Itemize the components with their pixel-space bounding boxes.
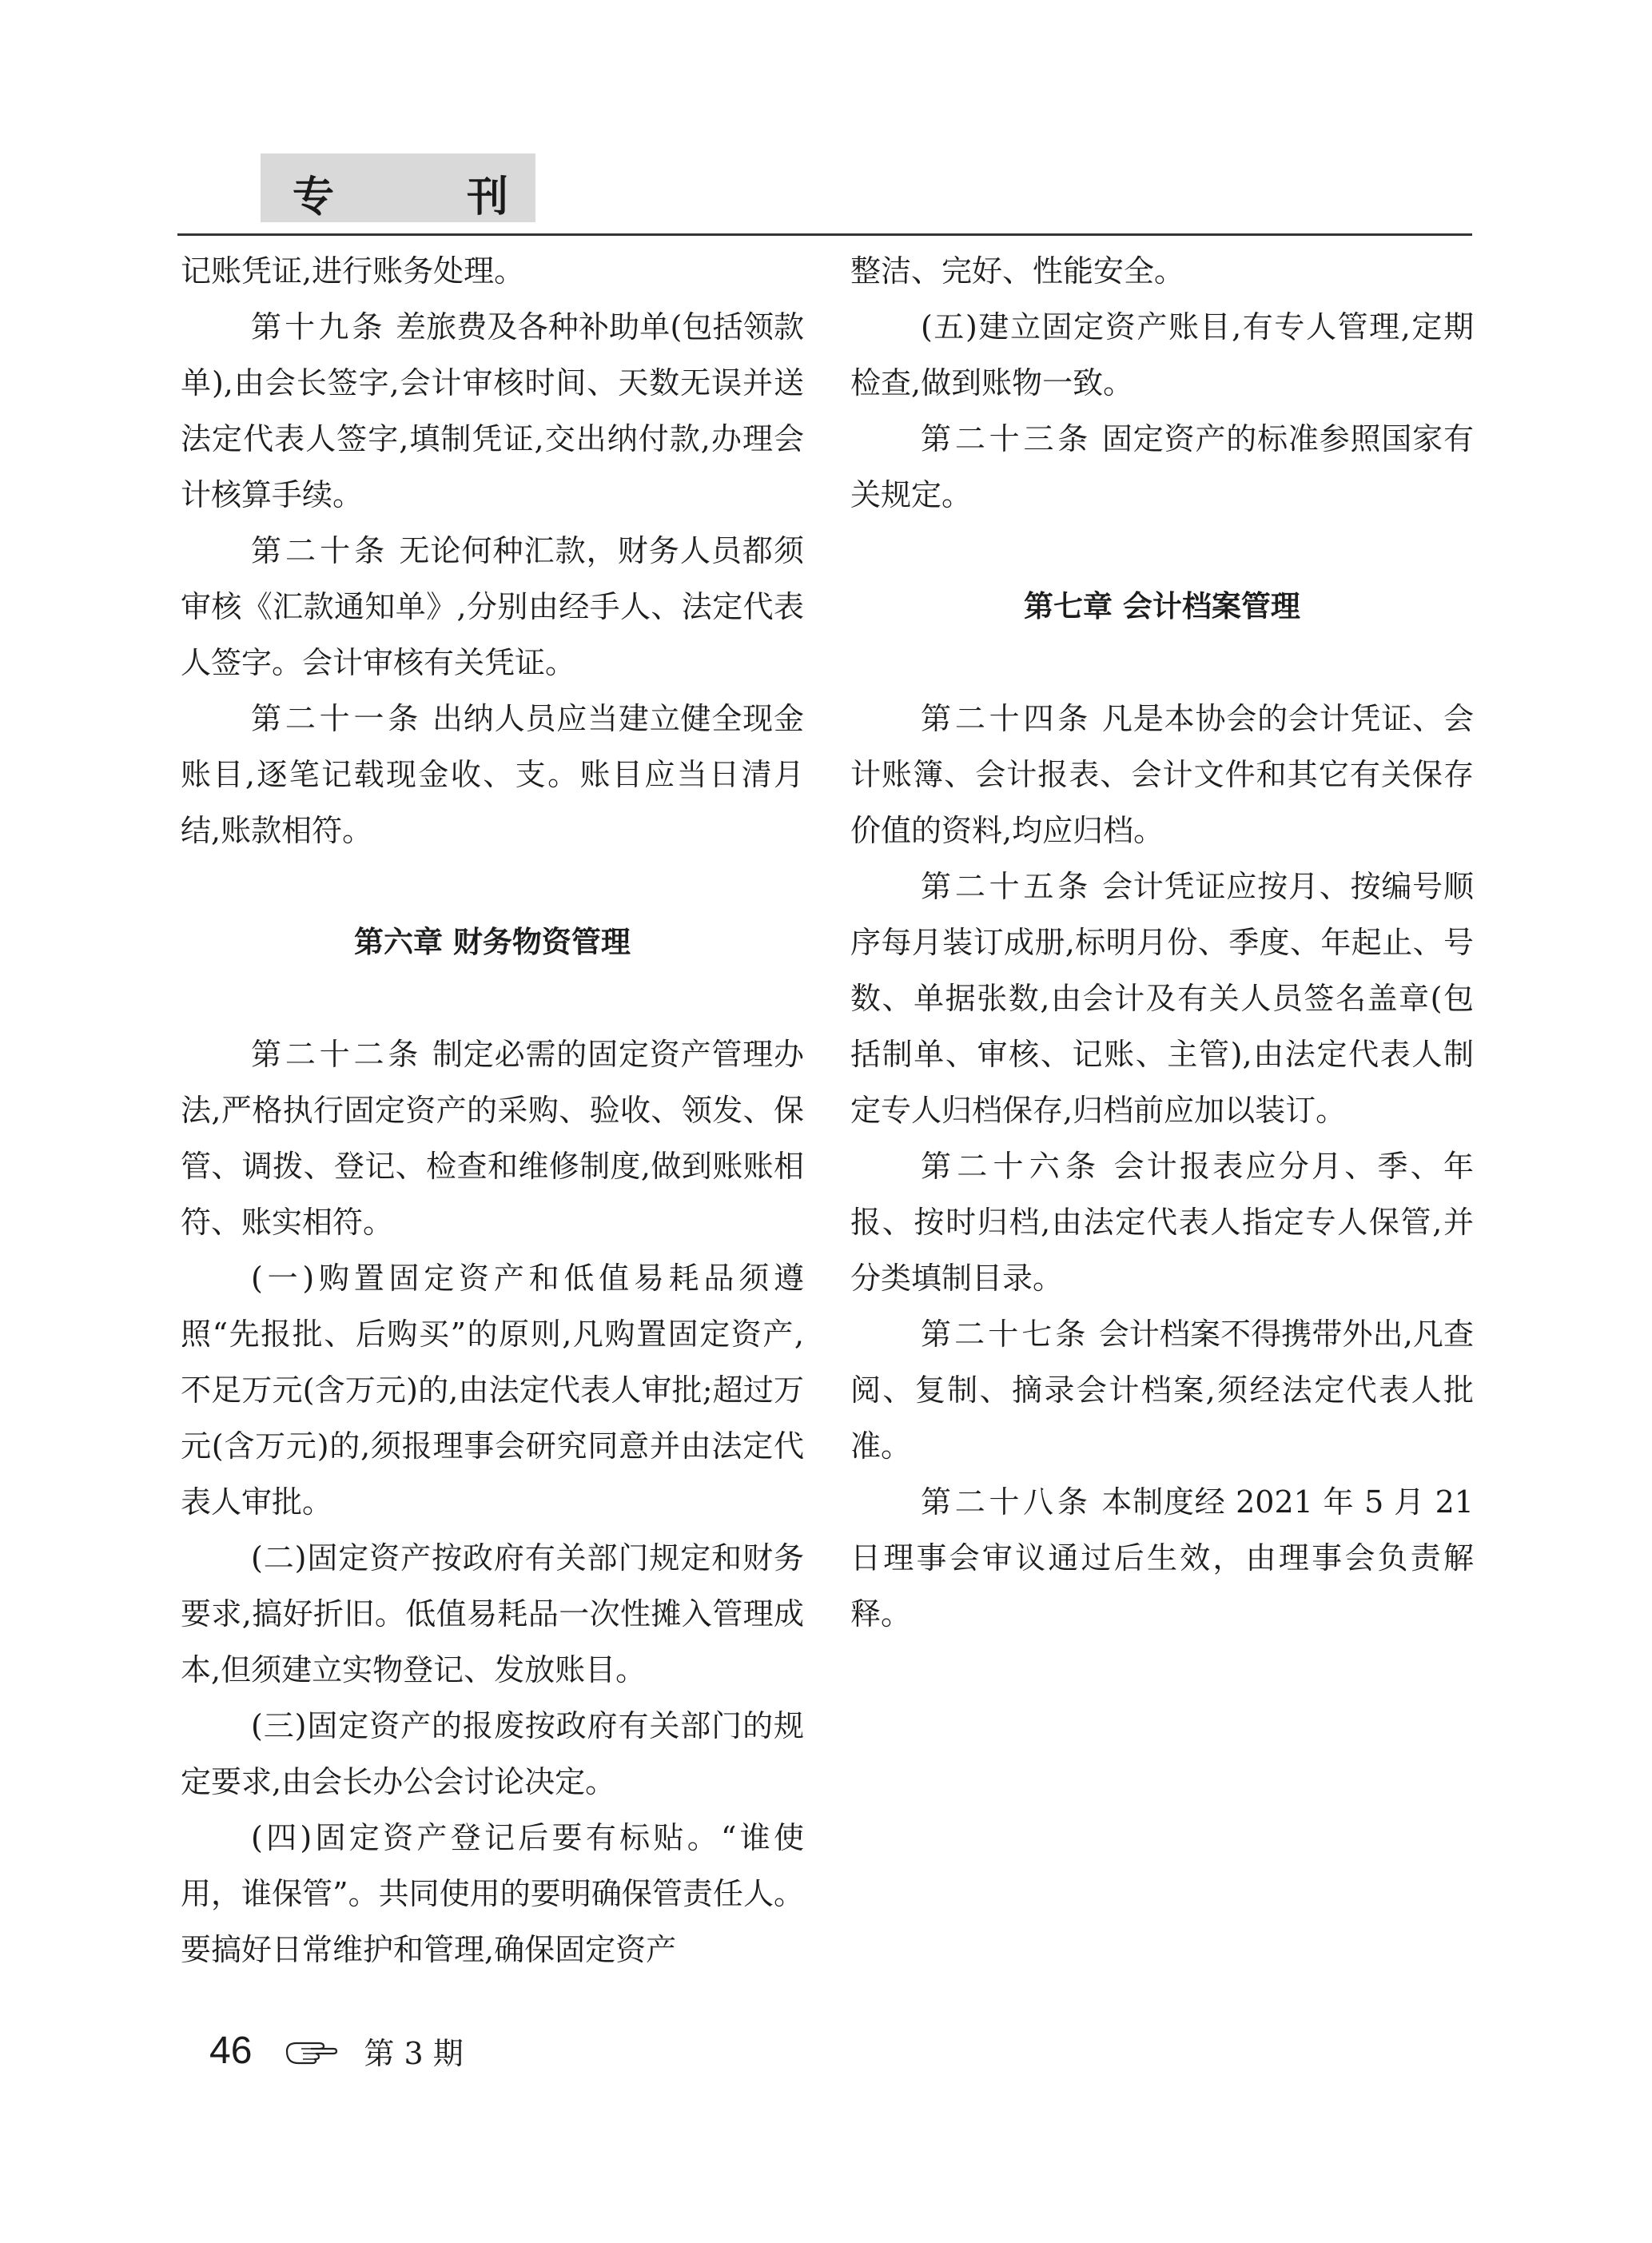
paragraph-text: (五)建立固定资产账目,有专人管理,定期检查,做到账物一致。 [850,309,1474,400]
article-number: 第二十七条 [921,1317,1089,1352]
paragraph [850,243,1474,299]
article-number: 第二十条 [251,533,389,568]
right-column [850,243,1474,1642]
article-number: 第二十一条 [251,701,423,736]
paragraph [181,1026,804,1250]
article-number: 第二十三条 [921,421,1093,456]
article-number: 第二十六条 [921,1149,1102,1184]
article-number: 第二十八条 [921,1484,1092,1520]
paragraph-text: 固定资产的标准参照国家有关规定。 [850,421,1474,512]
paragraph [850,1138,1474,1306]
paragraph-text: (二)固定资产按政府有关部门规定和财务要求,搞好折旧。低值易耗品一次性摊入管理成本,但须建立实物登记、发放账目。 [181,1540,804,1687]
issue-label: 第 3 期 [364,2036,464,2071]
paragraph-text: 凡是本协会的会计凭证、会计账簿、会计报表、会计文件和其它有关保存价值的资料,均应归档。 [850,701,1474,848]
paragraph-text: 会计报表应分月、季、年报、按时归档,由法定代表人指定专人保管,并分类填制目录。 [850,1149,1474,1296]
paragraph [181,1530,804,1698]
paragraph [181,691,804,859]
paragraph [850,1474,1474,1642]
paragraph-text: 会计凭证应按月、按编号顺序每月装订成册,标明月份、季度、年起止、号数、单据张数,由会计及有关人员签名盖章(包括制单、审核、记账、主管),由法定代表人制定专人归档保存,归档前应加以装订。 [850,869,1474,1128]
chapter-heading-7: 第七章 会计档案管理 [1024,589,1300,623]
paragraph [850,1306,1474,1474]
paragraph [850,859,1474,1138]
paragraph-text: (三)固定资产的报废按政府有关部门的规定要求,由会长办公会讨论决定。 [181,1708,804,1799]
paragraph [850,411,1474,523]
article-number: 第二十二条 [251,1037,423,1072]
paragraph [850,299,1474,411]
paragraph-text: 会计档案不得携带外出,凡查阅、复制、摘录会计档案,须经法定代表人批准。 [850,1317,1474,1464]
paragraph [850,691,1474,859]
article-number: 第二十五条 [921,869,1093,904]
header-rule [177,233,1472,236]
article-number: 第十九条 [251,309,386,345]
chapter-heading-6: 第六章 财务物资管理 [354,925,631,959]
section-tab [261,153,535,222]
paragraph-text: 制定必需的固定资产管理办法,严格执行固定资产的采购、验收、领发、保管、调拨、登记、检查和维修制度,做到账账相符、账实相符。 [181,1037,804,1240]
paragraph [181,299,804,523]
paragraph-text: (四)固定资产登记后要有标贴。“谁使用，谁保管”。共同使用的要明确保管责任人。要搞好日常维护和管理,确保固定资产 [181,1820,804,1967]
paragraph [181,523,804,691]
pointing-hand-icon [284,2035,340,2067]
paragraph [181,243,804,299]
page-number: 46 [209,2030,253,2072]
paragraph [181,1250,804,1530]
paragraph-text: 整洁、完好、性能安全。 [850,253,1185,289]
paragraph-text: 无论何种汇款，财务人员都须审核《汇款通知单》,分别由经手人、法定代表人签字。会计审核有关凭证。 [181,533,804,680]
page-footer [209,2029,464,2073]
left-column [181,243,804,1978]
article-number: 第二十四条 [921,701,1093,736]
paragraph-text: (一)购置固定资产和低值易耗品须遵照“先报批、后购买”的原则,凡购置固定资产,不足万元(含万元)的,由法定代表人审批;超过万元(含万元)的,须报理事会研究同意并由法定代表人审批。 [181,1261,804,1520]
paragraph-text: 差旅费及各种补助单(包括领款单),由会长签字,会计审核时间、天数无误并送法定代表人签字,填制凭证,交出纳付款,办理会计核算手续。 [181,309,804,512]
paragraph [181,1810,804,1978]
paragraph-text: 出纳人员应当建立健全现金账目,逐笔记载现金收、支。账目应当日清月结,账款相符。 [181,701,804,848]
paragraph-text: 记账凭证,进行账务处理。 [181,253,525,289]
section-title-char-1: 专 [293,173,335,221]
paragraph [181,1698,804,1810]
section-title-char-2: 刊 [467,173,509,221]
paragraph-text: 本制度经 2021 年 5 月 21 日理事会审议通过后生效，由理事会负责解释。 [850,1484,1474,1631]
